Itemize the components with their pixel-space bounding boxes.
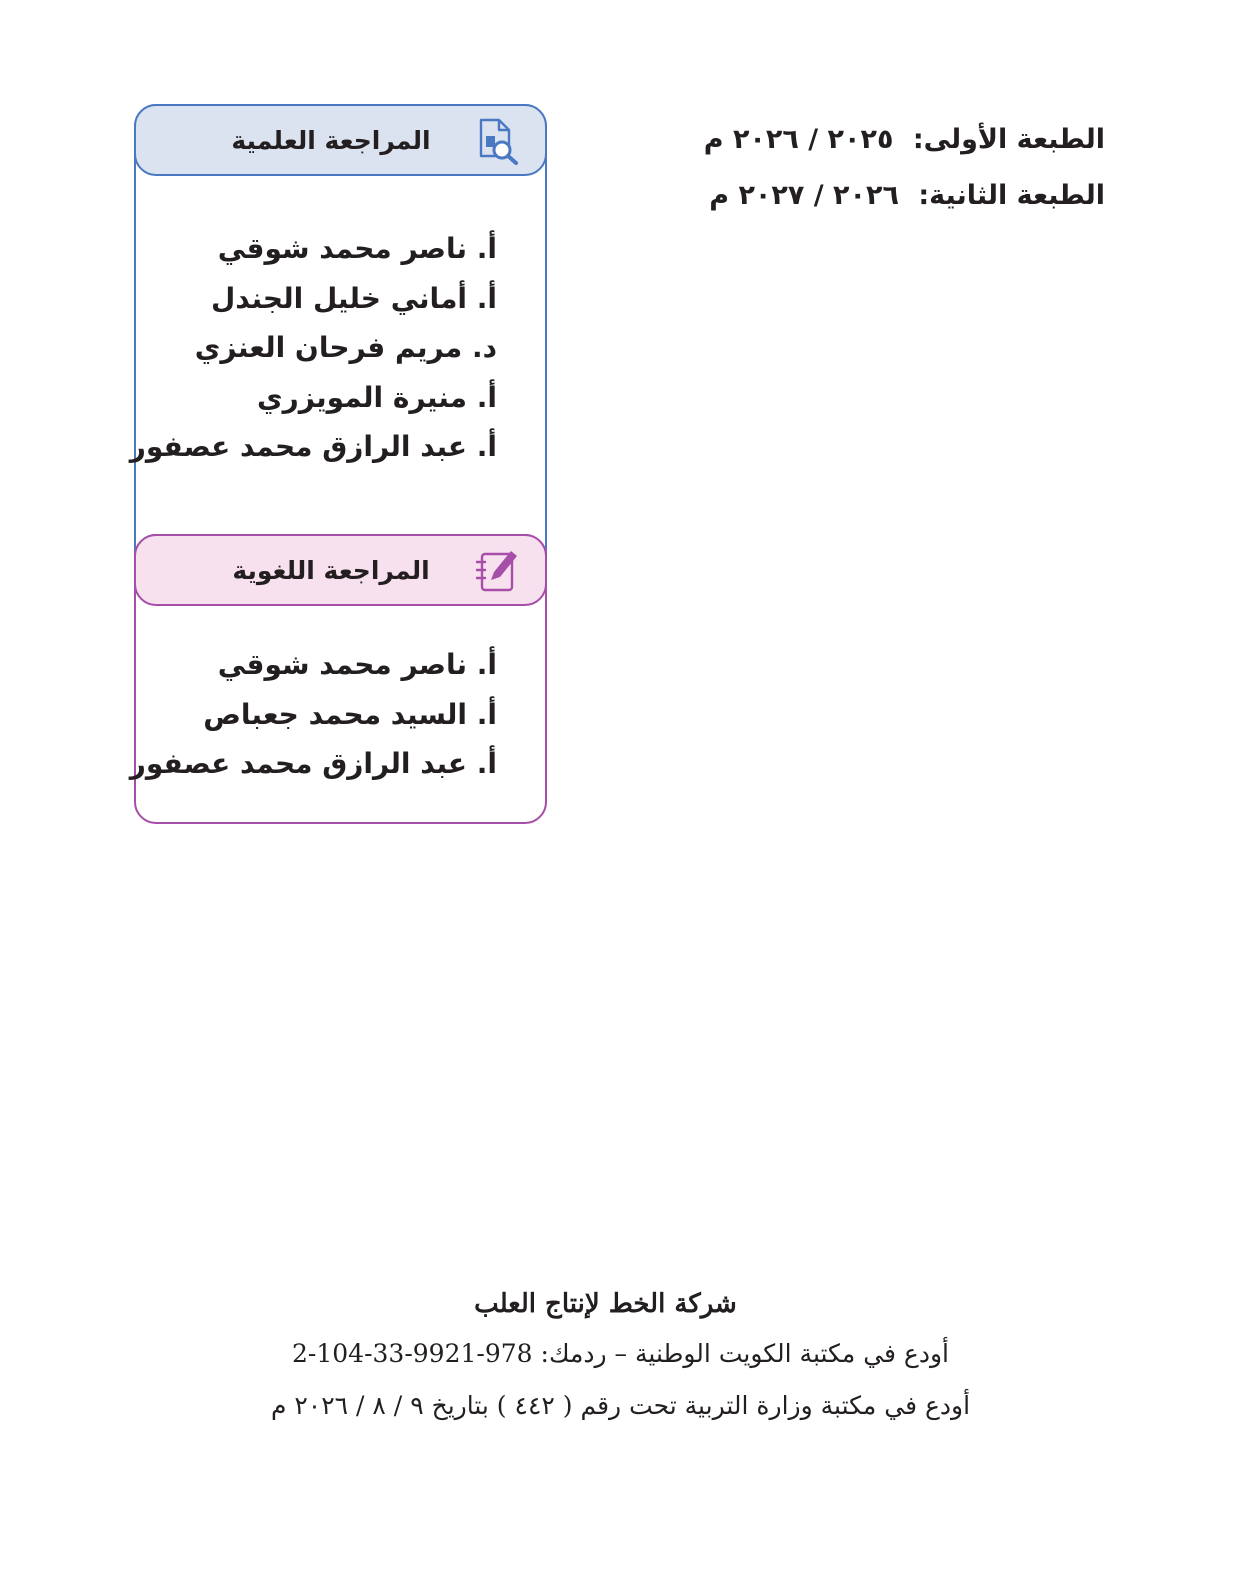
scientific-review-header: [134, 104, 547, 176]
notebook-pen-icon: [473, 546, 523, 596]
deposit-national-library: أودع في مكتبة الكويت الوطنية – ردمك: 978-9921-33-104-2: [291, 1339, 949, 1368]
edition-first-label: الطبعة الأولى:: [912, 124, 1105, 155]
linguistic-review-header: [134, 534, 547, 606]
list-item: أ. ناصر محمد شوقي: [217, 648, 497, 681]
footer: [0, 1280, 1241, 1432]
list-item: أ. منيرة المويزري: [256, 380, 497, 414]
edition-second-label: الطبعة الثانية:: [918, 180, 1105, 211]
edition-first: [640, 112, 1105, 168]
deposit-ministry-library: أودع في مكتبة وزارة التربية تحت رقم ( ٤٤٢ ) بتاريخ ٩ / ٨ / ٢٠٢٦ م: [270, 1391, 971, 1420]
edition-second-value: ٢٠٢٦ / ٢٠٢٧ م: [709, 180, 899, 211]
document-search-icon: [473, 116, 523, 166]
linguistic-review-title: المراجعة اللغوية: [232, 555, 430, 585]
scientific-review-names: [129, 224, 497, 472]
company-name: شركة الخط لإنتاج العلب: [474, 1289, 737, 1319]
linguistic-review-names: [129, 640, 497, 789]
linguistic-review-card: [129, 534, 547, 824]
edition-second: [640, 168, 1105, 224]
editions-block: [640, 112, 1105, 224]
list-item: أ. أماني خليل الجندل: [211, 281, 497, 315]
scientific-review-title: المراجعة العلمية: [231, 125, 431, 155]
list-item: أ. السيد محمد جعباص: [203, 697, 497, 731]
list-item: أ. عبد الرازق محمد عصفور: [129, 430, 497, 463]
list-item: د. مريم فرحان العنزي: [194, 331, 497, 364]
list-item: أ. عبد الرازق محمد عصفور: [129, 747, 497, 780]
edition-first-value: ٢٠٢٥ / ٢٠٢٦ م: [703, 124, 894, 155]
list-item: أ. ناصر محمد شوقي: [217, 232, 497, 265]
